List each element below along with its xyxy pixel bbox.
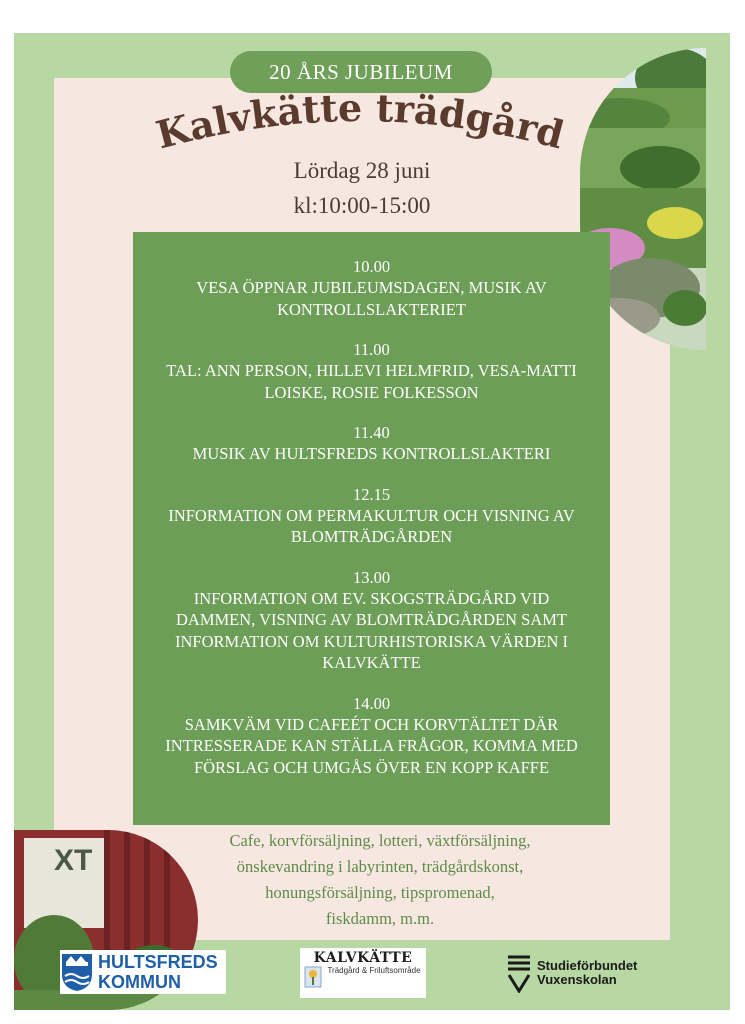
schedule-text: SAMKVÄM VID CAFEÉT OCH KORVTÄLTET DÄR INTRESSERADE KAN STÄLLA FRÅGOR, KOMMA MED FÖRSLAG OCH UMGÅS ÖVER EN KOPP KAFFE bbox=[165, 714, 578, 777]
vuxenskolan-line1: Studieförbundet bbox=[537, 958, 638, 973]
event-time: kl:10:00-15:00 bbox=[293, 193, 431, 218]
schedule-text: VESA ÖPPNAR JUBILEUMSDAGEN, MUSIK AV KONTROLLSLAKTERIET bbox=[196, 278, 547, 319]
vuxenskolan-logo bbox=[505, 950, 665, 996]
activities-line: honungsförsäljning, tipspromenad, bbox=[265, 883, 495, 902]
svg-text:Kalvkätte trädgård bbox=[151, 85, 568, 158]
hultsfreds-kommun-logo bbox=[60, 950, 226, 994]
event-title-text: Kalvkätte trädgård bbox=[151, 84, 569, 158]
activities-line: Cafe, korvförsäljning, lotteri, växtförsäljning, bbox=[229, 831, 531, 850]
activities-line: önskevandring i labyrinten, trädgårdskonst, bbox=[236, 857, 524, 876]
vuxenskolan-line2: Vuxenskolan bbox=[537, 972, 617, 987]
kalvkatte-name: KALVKÄTTE bbox=[313, 950, 413, 966]
sign-text: XT bbox=[54, 844, 93, 877]
schedule-text: INFORMATION OM PERMAKULTUR OCH VISNING AV BLOMTRÄDGÅRDEN bbox=[168, 505, 575, 546]
hultsfreds-line1: HULTSFREDS bbox=[98, 952, 218, 972]
anniversary-badge: 20 ÅRS JUBILEUM bbox=[230, 51, 492, 93]
hultsfreds-line2: KOMMUN bbox=[98, 972, 181, 992]
schedule-panel bbox=[133, 232, 610, 825]
schedule-item bbox=[133, 693, 610, 779]
schedule-text: TAL: ANN PERSON, HILLEVI HELMFRID, VESA-MATTI LOISKE, ROSIE FOLKESSON bbox=[166, 361, 577, 402]
kalvkatte-logo bbox=[300, 948, 426, 998]
activities-list bbox=[180, 828, 580, 932]
schedule-item bbox=[133, 256, 610, 320]
vuxenskolan-mark-icon bbox=[505, 953, 533, 993]
schedule-time: 11.40 bbox=[353, 423, 390, 442]
schedule-item bbox=[133, 422, 610, 465]
activities-line: fiskdamm, m.m. bbox=[325, 909, 435, 928]
schedule-time: 13.00 bbox=[352, 567, 391, 587]
kalvkatte-subtitle: Trädgård & Friluftsområde bbox=[327, 966, 421, 975]
schedule-item bbox=[133, 567, 610, 674]
schedule-time: 10.00 bbox=[352, 257, 391, 276]
schedule-item bbox=[133, 484, 610, 548]
hultsfreds-crest-icon bbox=[60, 952, 94, 992]
event-date: Lördag 28 juni bbox=[293, 158, 431, 183]
schedule-item bbox=[133, 339, 610, 403]
schedule-text: MUSIK AV HULTSFREDS KONTROLLSLAKTERI bbox=[192, 444, 551, 463]
schedule-time: 11.00 bbox=[353, 340, 390, 359]
kalvkatte-flower-icon bbox=[304, 966, 322, 988]
schedule-time: 14.00 bbox=[352, 693, 391, 713]
schedule-text: INFORMATION OM EV. SKOGSTRÄDGÅRD VID DAMMEN, VISNING AV BLOMTRÄDGÅRDEN SAMT INFORMATION OM KULTURHISTORISKA VÄRDEN I KALVKÄTTE bbox=[175, 588, 568, 672]
schedule-time: 12.15 bbox=[352, 484, 391, 504]
